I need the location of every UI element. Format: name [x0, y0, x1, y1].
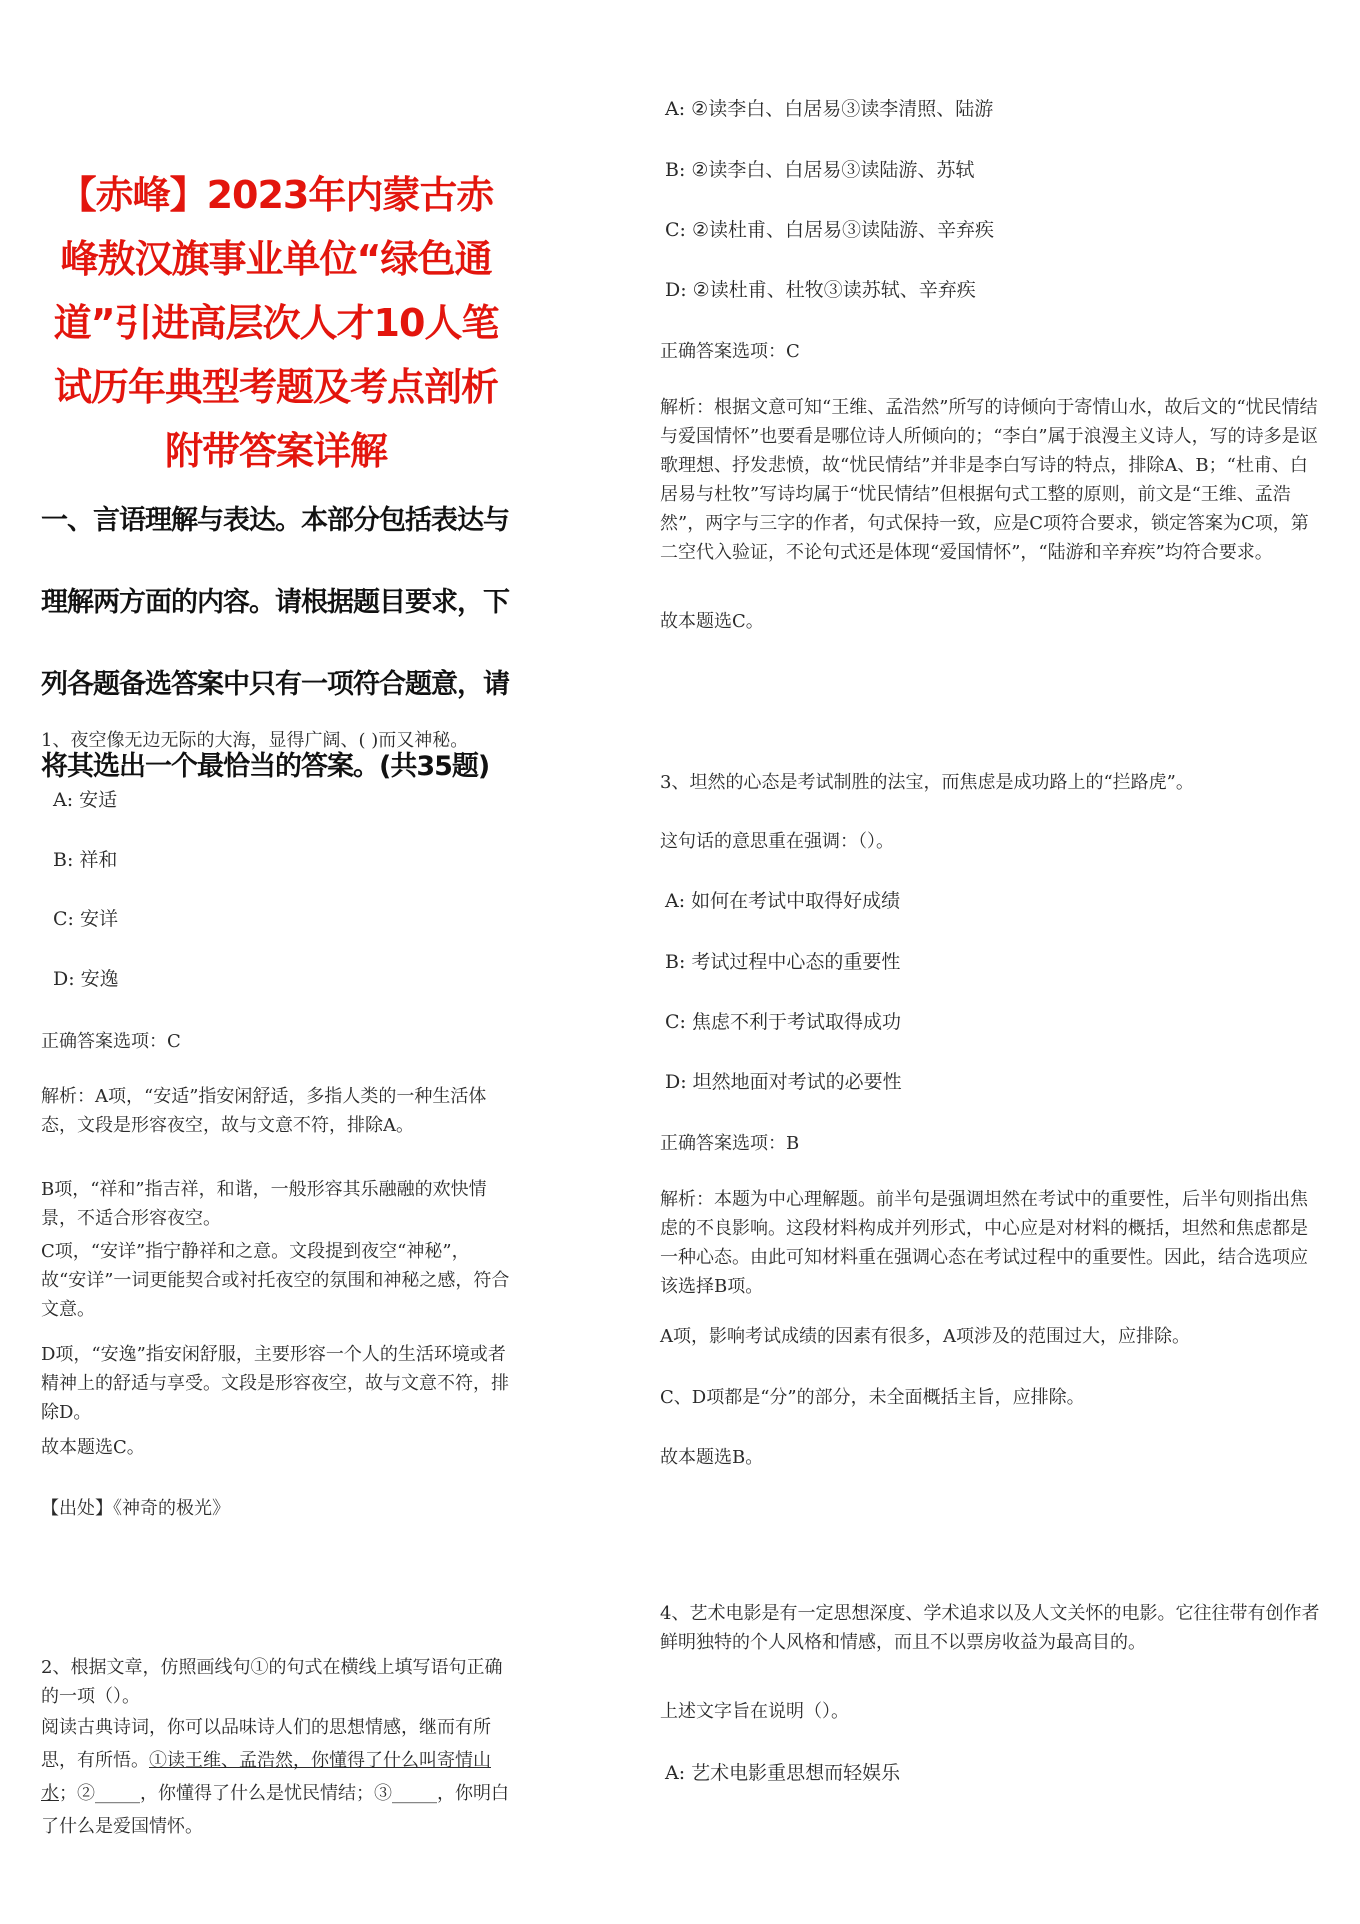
q3-option-b: B: 考试过程中心态的重要性 [665, 951, 901, 973]
q2-analysis: 解析：根据文意可知“王维、孟浩然”所写的诗倾向于寄情山水，故后文的“忧民情结与爱国情怀”也要看是哪位诗人所倾向的；“李白”属于浪漫主义诗人，写的诗多是讴歌理想、抒发悲愤，故“忧民情结”并非是李白写诗的特点，排除A、B；“杜甫、白居易与杜牧”写诗均属于“忧民情结”但根据句式工整的原则，前文是“王维、孟浩然”，两字与三字的作者，句式保持一致，应是C项符合要求，锁定答案为C项，第二空代入验证，不论句式还是体现“爱国情怀”，“陆游和辛弃疾”均符合要求。 [660, 397, 1318, 563]
section-heading: 一、言语理解与表达。本部分包括表达与理解两方面的内容。请根据题目要求，下列各题备选答案中只有一项符合题意，请将其选出一个最恰当的答案。(共35题) [41, 505, 509, 782]
q2-option-a: A: ②读李白、白居易③读李清照、陆游 [665, 98, 994, 120]
q2-underlined-sentence: ①读王维、孟浩然，你懂得了什么叫寄情山水 [41, 1750, 491, 1804]
q1-analysis-c: C项，“安详”指宁静祥和之意。文段提到夜空“神秘”，故“安详”一词更能契合或衬托夜空的氛围和神秘之感，符合文意。 [41, 1241, 510, 1320]
q1-conclusion: 故本题选C。 [41, 1437, 145, 1458]
q2-conclusion: 故本题选C。 [660, 611, 764, 632]
q1-analysis-b: B项，“祥和”指吉祥，和谐，一般形容其乐融融的欢快情景，不适合形容夜空。 [41, 1179, 487, 1229]
q2-stem: 2、根据文章，仿照画线句①的句式在横线上填写语句正确的一项（）。 [41, 1657, 503, 1707]
q2-option-d: D: ②读杜甫、杜牧③读苏轼、辛弃疾 [665, 279, 976, 301]
q1-source: 【出处】《神奇的极光》 [41, 1498, 230, 1519]
q1-option-a: A: 安适 [53, 789, 118, 811]
q1-option-c: C: 安详 [53, 908, 118, 930]
q2-option-b: B: ②读李白、白居易③读陆游、苏轼 [665, 159, 975, 181]
q3-option-c: C: 焦虑不利于考试取得成功 [665, 1011, 901, 1033]
q1-answer: 正确答案选项：C [41, 1031, 181, 1052]
q3-prompt: 这句话的意思重在强调：（）。 [660, 831, 894, 852]
q1-option-b: B: 祥和 [53, 849, 118, 871]
q3-analysis-a: A项，影响考试成绩的因素有很多，A项涉及的范围过大，应排除。 [660, 1326, 1190, 1347]
q3-stem: 3、坦然的心态是考试制胜的法宝，而焦虑是成功路上的“拦路虎”。 [660, 772, 1194, 793]
q3-conclusion: 故本题选B。 [660, 1447, 764, 1468]
q1-analysis-a: 解析：A项，“安适”指安闲舒适，多指人类的一种生活体态，文段是形容夜空，故与文意不符，排除A。 [41, 1086, 487, 1136]
q2-passage-intro: 阅读古典诗词，你可以品味诗人们的思想情感，继而有所思，有所悟。 [41, 1717, 491, 1771]
q2-passage [41, 1711, 511, 1843]
q3-answer: 正确答案选项：B [660, 1133, 800, 1154]
q1-analysis-d: D项，“安逸”指安闲舒服，主要形容一个人的生活环境或者精神上的舒适与享受。文段是形容夜空，故与文意不符，排除D。 [41, 1344, 509, 1423]
q1-option-d: D: 安逸 [53, 968, 119, 990]
q1-stem: 1、夜空像无边无际的大海，显得广阔、( )而又神秘。 [41, 730, 469, 751]
q2-passage-blanks: ；②_____，你懂得了什么是忧民情结；③_____，你明白了什么是爱国情怀。 [41, 1783, 509, 1837]
q2-answer: 正确答案选项：C [660, 341, 800, 362]
q4-option-a: A: 艺术电影重思想而轻娱乐 [665, 1762, 901, 1784]
q3-analysis: 解析：本题为中心理解题。前半句是强调坦然在考试中的重要性，后半句则指出焦虑的不良影响。这段材料构成并列形式，中心应是对材料的概括，坦然和焦虑都是一种心态。由此可知材料重在强调心态在考试过程中的重要性。因此，结合选项应该选择B项。 [660, 1189, 1308, 1297]
q3-option-a: A: 如何在考试中取得好成绩 [665, 890, 901, 912]
q3-option-d: D: 坦然地面对考试的必要性 [665, 1071, 902, 1093]
document-title: 【赤峰】2023年内蒙古赤峰敖汉旗事业单位“绿色通道”引进高层次人才10人笔试历年典型考题及考点剖析附带答案详解 [53, 173, 499, 473]
q3-analysis-cd: C、D项都是“分”的部分，未全面概括主旨，应排除。 [660, 1387, 1085, 1408]
q4-stem: 4、艺术电影是有一定思想深度、学术追求以及人文关怀的电影。它往往带有创作者鲜明独特的个人风格和情感，而且不以票房收益为最高目的。 [660, 1603, 1320, 1653]
q2-option-c: C: ②读杜甫、白居易③读陆游、辛弃疾 [665, 219, 995, 241]
q4-prompt: 上述文字旨在说明（）。 [660, 1701, 849, 1722]
